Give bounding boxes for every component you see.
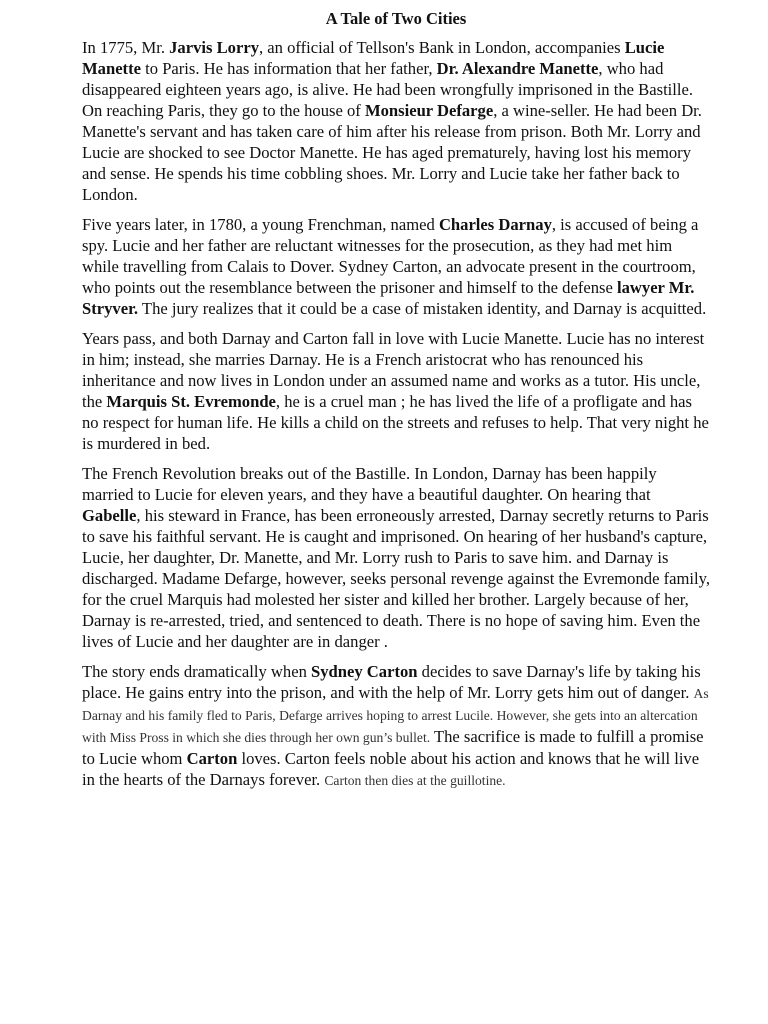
text-run: loves. Carton feels noble about his action and knows that he will live in the hearts of the Darnays forever.: [82, 749, 700, 789]
bold-name: Sydney Carton: [311, 662, 418, 681]
bold-name: Charles Darnay: [438, 215, 552, 234]
bold-name: Marquis St. Evremonde: [106, 392, 276, 411]
text-run: In 1775, Mr.: [82, 38, 170, 57]
paragraph: [82, 328, 710, 454]
text-run: The story ends dramatically when: [82, 662, 312, 681]
bold-name: Carton: [186, 749, 238, 768]
bold-name: lawyer Mr. Stryver.: [82, 278, 695, 318]
bold-name: Gabelle: [82, 506, 137, 525]
small-text-run: Carton then dies at the guillotine.: [324, 773, 506, 788]
text-run: The jury realizes that it could be a case of mistaken identity, and Darnay is acquitted.: [138, 299, 707, 318]
small-text-run: As Darnay and his family fled to Paris, Defarge arrives hoping to arrest Lucile. However, she gets into an altercation with Miss Pross in which she dies through her own gun’s bullet.: [82, 686, 709, 745]
text-run: The French Revolution breaks out of the Bastille. In London, Darnay has been happily married to Lucie for eleven years, and they have a beautiful daughter. On hearing that: [82, 464, 657, 504]
bold-name: Jarvis Lorry: [169, 38, 259, 57]
text-run: , his steward in France, has been erroneously arrested, Darnay secretly returns to Paris to save his faithful servant. He is caught and imprisoned. On hearing of her husband's capture, Lucie, her daughter, Dr. Manette, and Mr. Lorry rush to Paris to save him. and Darnay is discharged. Madame Defarge, however, seeks personal revenge against the Evremonde family, for the cruel Marquis had molested her sister and killed her brother. Largely because of her, Darnay is re-arrested, tried, and sentenced to death. There is no hope of saving him. Even the lives of Lucie and her daughter are in danger .: [82, 506, 710, 651]
bold-name: Monsieur Defarge: [364, 101, 494, 120]
text-run: Five years later, in 1780, a young Frenchman, named: [82, 215, 439, 234]
text-run: The sacrifice is made to fulfill a promise to Lucie whom: [82, 727, 704, 768]
text-run: , is accused of being a spy. Lucie and her father are reluctant witnesses for the prosecution, as they had met him while travelling from Calais to Dover. Sydney Carton, an advocate present in the courtroom, who points out the resemblance between the prisoner and himself to the defense: [82, 215, 699, 297]
paragraph: [82, 463, 710, 652]
bold-name: Dr. Alexandre Manette: [436, 59, 599, 78]
bold-name: Lucie Manette: [82, 38, 665, 78]
text-run: , who had disappeared eighteen years ago, is alive. He had been wrongfully imprisoned in the Bastille. On reaching Paris, they go to the house of: [82, 59, 694, 120]
text-run: to Paris. He has information that her father,: [140, 59, 437, 78]
paragraph: [82, 214, 710, 319]
text-run: decides to save Darnay's life by taking his place. He gains entry into the prison, and with the help of Mr. Lorry gets him out of danger.: [82, 662, 701, 702]
document-title: A Tale of Two Cities: [325, 9, 467, 28]
paragraph: [82, 37, 710, 205]
paragraph: [82, 661, 710, 791]
text-run: , a wine-seller. He had been Dr. Manette's servant and has taken care of him after his release from prison. Both Mr. Lorry and Lucie are shocked to see Doctor Manette. He has aged prematurely, having lost his memory and sense. He spends his time cobbling shoes. Mr. Lorry and Lucie take her father back to London.: [82, 101, 702, 204]
document-body: [82, 37, 710, 791]
text-run: , an official of Tellson's Bank in London, accompanies: [259, 38, 625, 57]
text-run: Years pass, and both Darnay and Carton fall in love with Lucie Manette. Lucie has no interest in him; instead, she marries Darnay. He is a French aristocrat who has renounced his inheritance and now lives in London under an assumed name and works as a tutor. His uncle, the: [82, 329, 705, 411]
text-run: , he is a cruel man ; he has lived the life of a profligate and has no respect for human life. He kills a child on the streets and refuses to help. That very night he is murdered in bed.: [82, 392, 709, 453]
